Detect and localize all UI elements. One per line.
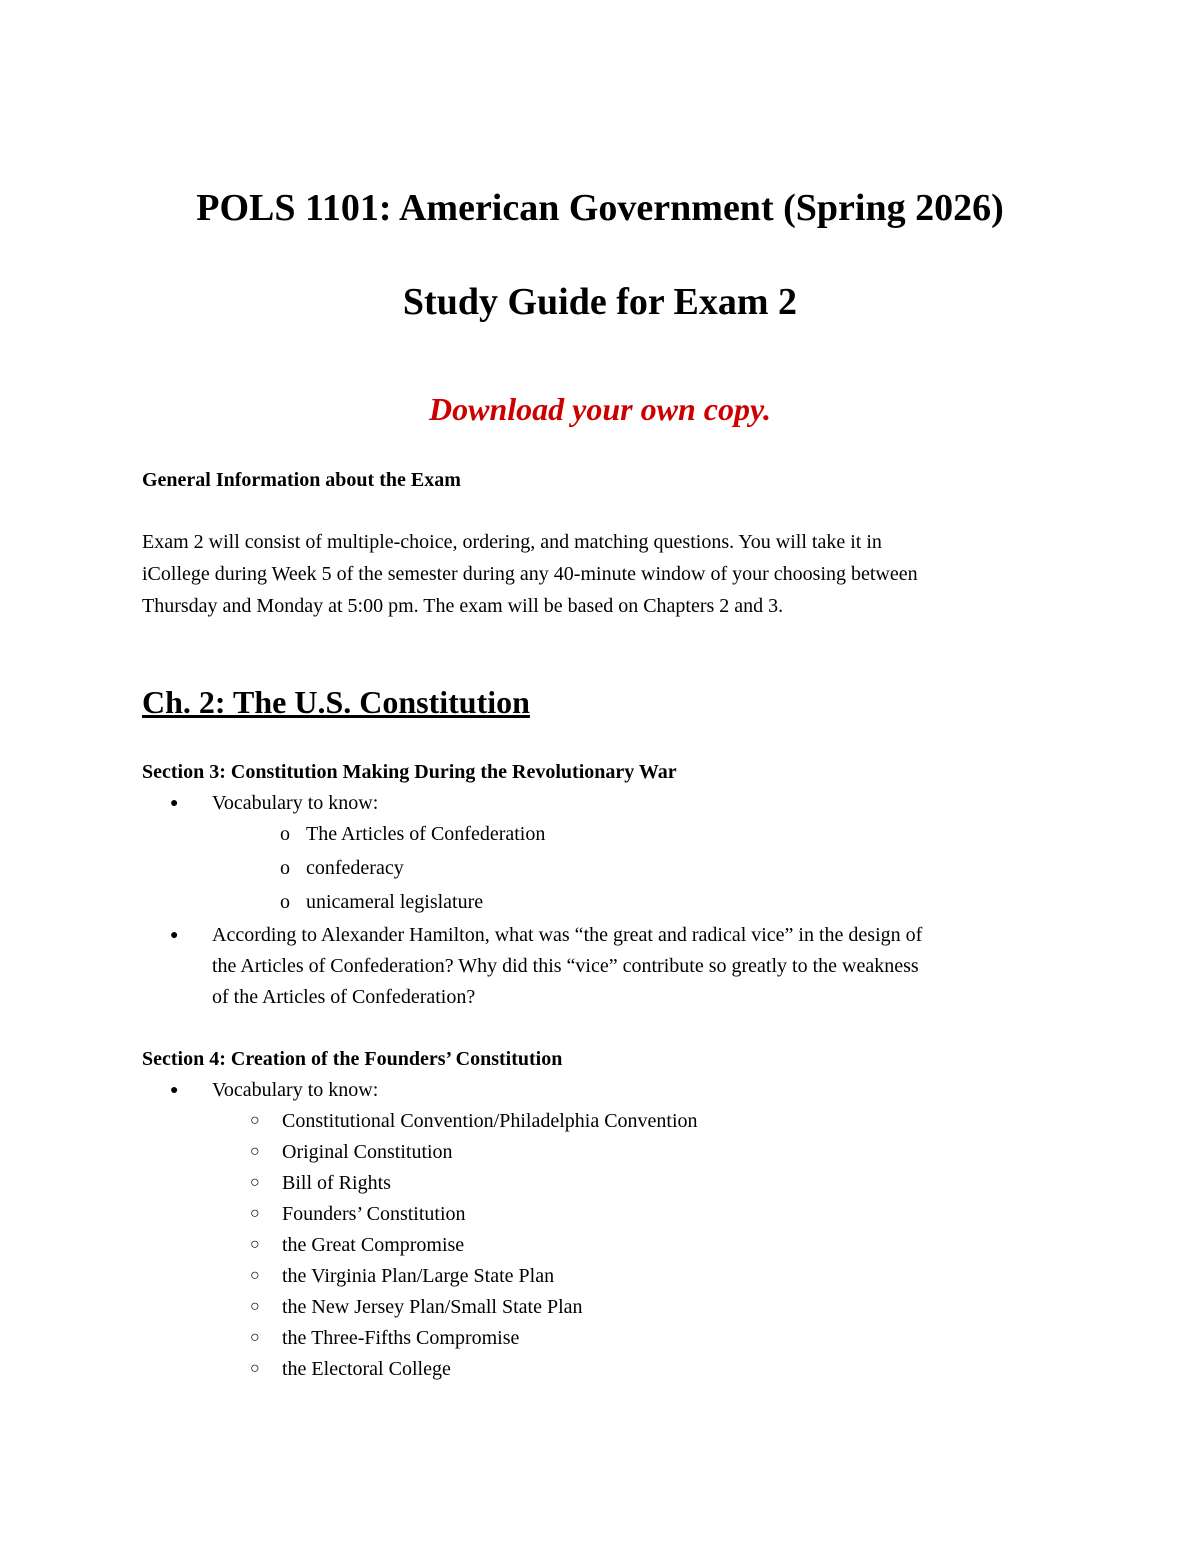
vocab-label: Vocabulary to know: — [212, 1079, 379, 1101]
vocab-item: o confederacy — [0, 853, 1200, 884]
vocab-item: o unicameral legislature — [0, 887, 1200, 918]
bullet-icon: ● — [170, 928, 179, 943]
vocab-item: ○ the Virginia Plan/Large State Plan — [0, 1261, 1200, 1292]
circle-bullet-icon: o — [280, 857, 290, 879]
circle-bullet-icon: o — [280, 891, 290, 913]
circle-bullet-icon: ○ — [250, 1112, 260, 1129]
section-4-list — [0, 1075, 1200, 1385]
general-info-paragraph — [142, 526, 1072, 622]
download-note: Download your own copy. — [429, 391, 771, 427]
bullet-icon: ● — [170, 1083, 179, 1098]
circle-bullet-icon: ○ — [250, 1267, 260, 1284]
paragraph-line: Exam 2 will consist of multiple-choice, ordering, and matching questions. You will take it in — [142, 531, 882, 553]
section-4-heading: Section 4: Creation of the Founders’ Constitution — [142, 1048, 563, 1070]
chapter-2-heading: Ch. 2: The U.S. Constitution — [142, 684, 530, 720]
circle-bullet-icon: ○ — [250, 1329, 260, 1346]
vocab-label: Vocabulary to know: — [212, 792, 379, 814]
vocab-item: ○ Constitutional Convention/Philadelphia Convention — [0, 1106, 1200, 1137]
circle-bullet-icon: ○ — [250, 1236, 260, 1253]
vocab-item: ○ Bill of Rights — [0, 1168, 1200, 1199]
paragraph-line: iCollege during Week 5 of the semester during any 40-minute window of your choosing between — [142, 563, 918, 585]
circle-bullet-icon: o — [280, 823, 290, 845]
vocab-item: o The Articles of Confederation — [0, 819, 1200, 850]
vocab-item: ○ the Electoral College — [0, 1354, 1200, 1385]
bullet-icon: ● — [170, 796, 179, 811]
vocab-item: ○ Original Constitution — [0, 1137, 1200, 1168]
vocab-item: ○ the New Jersey Plan/Small State Plan — [0, 1292, 1200, 1323]
section-3-heading: Section 3: Constitution Making During the Revolutionary War — [142, 761, 677, 783]
list-item: ● According to Alexander Hamilton, what was “the great and radical vice” in the design of the Articles of Confederation? Why did this “vice” contribute so greatly to the weakness of the Articles of Confederation? — [0, 920, 1062, 1013]
circle-bullet-icon: ○ — [250, 1298, 260, 1315]
list-item — [0, 1075, 1062, 1106]
circle-bullet-icon: ○ — [250, 1360, 260, 1377]
vocab-item: ○ the Great Compromise — [0, 1230, 1200, 1261]
circle-bullet-icon: ○ — [250, 1205, 260, 1222]
paragraph-line: Thursday and Monday at 5:00 pm. The exam will be based on Chapters 2 and 3. — [142, 595, 784, 617]
circle-bullet-icon: ○ — [250, 1143, 260, 1160]
list-item — [0, 788, 1062, 819]
circle-bullet-icon: ○ — [250, 1174, 260, 1191]
vocab-item: ○ the Three-Fifths Compromise — [0, 1323, 1200, 1354]
course-title: POLS 1101: American Government (Spring 2026) — [196, 187, 1004, 229]
guide-title: Study Guide for Exam 2 — [402, 281, 798, 323]
vocab-item: ○ Founders’ Constitution — [0, 1199, 1200, 1230]
general-info-heading: General Information about the Exam — [142, 469, 461, 491]
section-3-list — [0, 788, 1200, 1013]
